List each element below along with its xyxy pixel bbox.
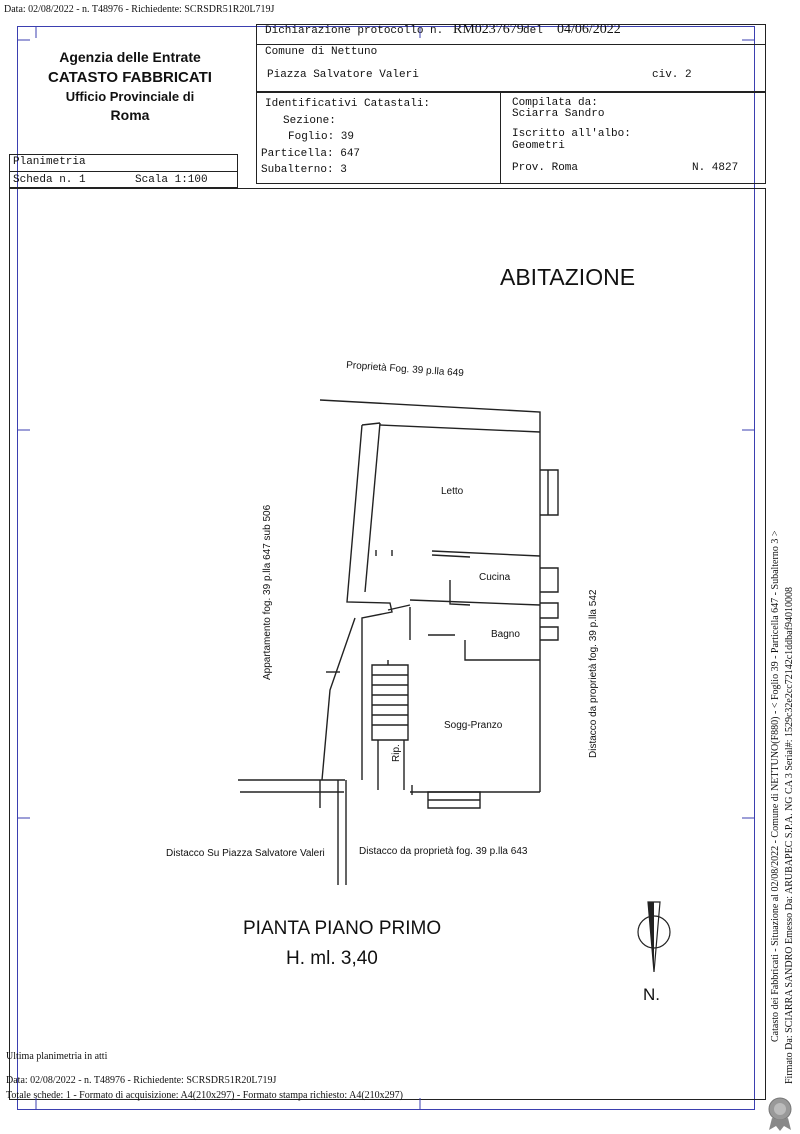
sezione-field: Sezione: xyxy=(283,115,336,127)
footer-last-plan: Ultima planimetria in atti xyxy=(6,1051,108,1062)
compiler-name: Sciarra Sandro xyxy=(512,108,605,120)
plan-title: PIANTA PIANO PRIMO xyxy=(243,918,442,939)
right-property-label: Distacco da proprietà fog. 39 p.lla 542 xyxy=(588,589,599,758)
top-request-line: Data: 02/08/2022 - n. T48976 - Richiedente: SCRSDR51R20L719J xyxy=(4,4,275,15)
side-signature-text: Firmato Da: SCIARRA SANDRO Emesso Da: ARUBAPEC S.P.A. NG CA 3 Serial#: 1529c32e2cc72142c1ddbaf94010008 xyxy=(784,587,795,1084)
declaration-del: del xyxy=(523,25,543,37)
room-bagno: Bagno xyxy=(491,629,520,640)
registration-number: N. 4827 xyxy=(692,162,739,174)
office-city: Roma xyxy=(110,107,150,123)
bottom-right-label: Distacco da proprietà fog. 39 p.lla 643 xyxy=(359,846,528,857)
compiler-label: Compilata da: xyxy=(512,97,598,109)
address-field: Piazza Salvatore Valeri xyxy=(267,69,419,81)
declaration-date: 04/06/2022 xyxy=(557,22,621,37)
side-cadastre-text: Catasto dei Fabbricati - Situazione al 02/08/2022 - Comune di NETTUNO(F880) - < Foglio 39 - Particella 647 - Subalterno 3 > xyxy=(770,530,781,1042)
civic-number: civ. 2 xyxy=(652,69,692,81)
identifiers-title: Identificativi Catastali: xyxy=(265,98,431,110)
particella-field: Particella: 647 xyxy=(261,148,361,160)
prov-field: Prov. Roma xyxy=(512,162,579,174)
room-letto: Letto xyxy=(441,486,464,497)
comune-field: Comune di Nettuno xyxy=(265,46,378,58)
footer-totale-line: Totale schede: 1 - Formato di acquisizione: A4(210x297) - Formato stampa richiesto: A4(210x297) xyxy=(6,1090,403,1101)
seal-icon xyxy=(764,1096,796,1132)
foglio-field: Foglio: 39 xyxy=(288,131,355,143)
office-label: Ufficio Provinciale di xyxy=(65,89,195,104)
declaration-number: RM0237679 xyxy=(453,22,524,37)
scheda-label: Scheda n. 1 xyxy=(13,174,86,186)
bottom-left-label: Distacco Su Piazza Salvatore Valeri xyxy=(166,848,325,859)
declaration-label: Dichiarazione protocollo n. xyxy=(265,25,444,37)
scala-label: Scala 1:100 xyxy=(135,174,208,186)
plan-height: H. ml. 3,40 xyxy=(286,948,378,969)
subalterno-field: Subalterno: 3 xyxy=(261,164,347,176)
room-ripostiglio: Rip. xyxy=(391,744,402,762)
room-cucina: Cucina xyxy=(479,572,511,583)
catasto-title: CATASTO FABBRICATI xyxy=(48,69,212,86)
north-label: N. xyxy=(643,985,660,1004)
footer-data-line: Data: 02/08/2022 - n. T48976 - Richiedente: SCRSDR51R20L719J xyxy=(6,1075,277,1086)
plan-heading: ABITAZIONE xyxy=(500,264,636,290)
albo-label: Iscritto all'albo: xyxy=(512,128,631,140)
left-apartment-label: Appartamento fog. 39 p.lla 647 sub 506 xyxy=(262,504,273,680)
agency-name: Agenzia delle Entrate xyxy=(59,49,201,65)
room-sogg-pranzo: Sogg-Pranzo xyxy=(444,720,503,731)
top-property-label: Proprietà Fog. 39 p.lla 649 xyxy=(345,359,465,380)
albo-value: Geometri xyxy=(512,140,565,152)
planimetria-label: Planimetria xyxy=(13,156,86,168)
